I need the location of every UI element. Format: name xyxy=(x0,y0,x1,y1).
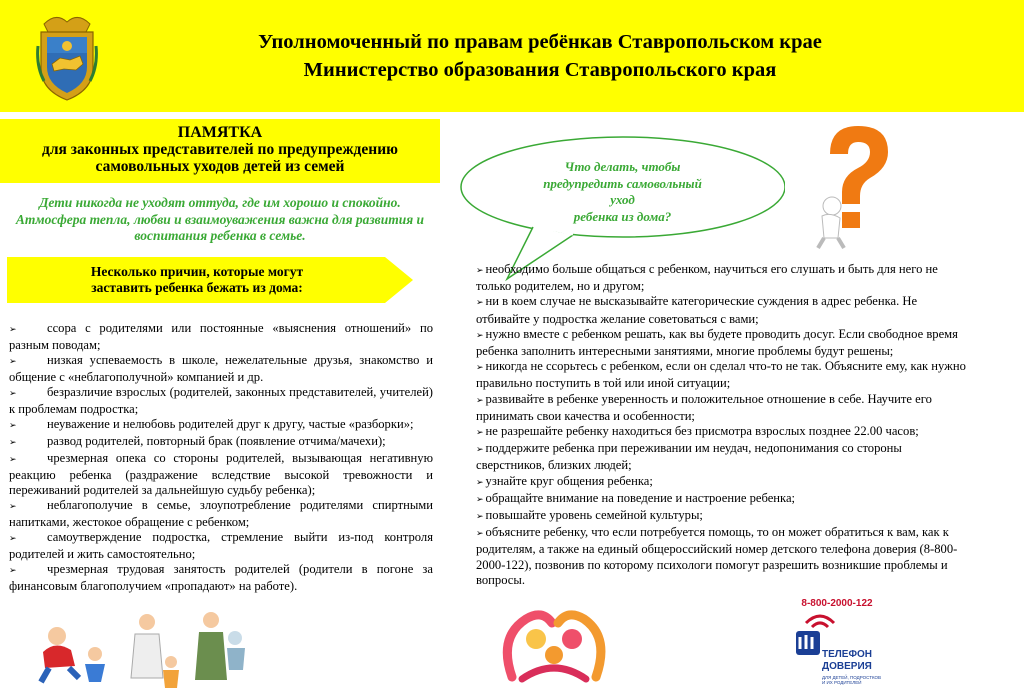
bullet-arrow-icon: ➢ xyxy=(9,502,17,512)
list-item: ➢ никогда не ссорьтесь с ребенком, если он сделал что-то не так. Объясните ему, как нужно правильно поступить в той или иной ситуации; xyxy=(476,359,966,391)
bullet-arrow-icon: ➢ xyxy=(9,438,17,448)
bullet-arrow-icon: ➢ xyxy=(476,428,484,439)
list-item: ➢ ни в коем случае не высказывайте категорические суждения в адрес ребенка. Не отбивайте у подростка желание советоваться с вами; xyxy=(476,294,918,326)
list-item: ➢ узнайте круг общения ребенка; xyxy=(476,473,653,488)
bubble-line2: предупредить самовольный уход xyxy=(543,175,702,207)
list-item: ➢ развивайте в ребенке уверенность и положительное отношение в себе. Научите его принимать свои качества и особенности; xyxy=(476,391,932,423)
list-item: ➢ безразличие взрослых (родителей, законных представителей, учителей) к проблемам подростка; xyxy=(9,385,433,416)
advice-list xyxy=(476,262,970,588)
intro-text xyxy=(0,195,440,245)
header-banner xyxy=(0,0,1024,112)
memo-subtitle-line1: для законных представителей по предупреждению xyxy=(42,141,398,158)
list-item: ➢ ссора с родителями или постоянные «выяснения отношений» по разным поводам; xyxy=(9,321,433,352)
reasons-list xyxy=(9,321,433,594)
bullet-arrow-icon: ➢ xyxy=(9,389,17,399)
bullet-arrow-icon: ➢ xyxy=(9,566,17,576)
bullet-arrow-icon: ➢ xyxy=(476,512,484,523)
list-item: ➢ неуважение и нелюбовь родителей друг к другу, частые «разборки»; xyxy=(9,417,433,434)
bullet-arrow-icon: ➢ xyxy=(476,298,484,309)
intro-line1: Дети никогда не уходят оттуда, где им хорошо и спокойно. xyxy=(39,195,401,210)
bubble-question xyxy=(530,159,715,225)
list-item: ➢ низкая успеваемость в школе, нежелательные друзья, знакомство и общение с «неблагополучной» компанией и др. xyxy=(9,353,433,384)
memo-title: ПАМЯТКА xyxy=(177,124,263,141)
reasons-title xyxy=(7,264,387,296)
list-item: ➢ поддержите ребенка при переживании им неудач, недопонимания со стороны сверстников, близких людей; xyxy=(476,441,902,473)
bullet-arrow-icon: ➢ xyxy=(476,477,484,488)
bullet-arrow-icon: ➢ xyxy=(9,325,17,335)
bullet-arrow-icon: ➢ xyxy=(476,395,484,406)
list-item: ➢ объясните ребенку, что если потребуется помощь, то он может обратиться к вам, как к родителям, а также на единый общероссийский номер детского телефона доверия (8-800-2000-122), позвонив по которому психологи помогут разрешить возникшие проблемы и вопросы. xyxy=(476,525,958,587)
list-item: ➢ самоутверждение подростка, стремление выйти из-под контроля родителей и жить самостоятельно; xyxy=(9,530,433,561)
helpline-title-line2: ДОВЕРИЯ xyxy=(822,661,872,672)
bullet-arrow-icon: ➢ xyxy=(476,494,484,505)
intro-line2: Атмосфера тепла, любви и взаимоуважения важна для развития и xyxy=(15,211,425,227)
helpline-title-line1: ТЕЛЕФОН xyxy=(822,649,872,660)
list-item: ➢ не разрешайте ребенку находиться без присмотра взрослых позднее 22.00 часов; xyxy=(476,424,919,439)
list-item: ➢ развод родителей, повторный брак (появление отчима/мачехи); xyxy=(9,434,433,451)
list-item: ➢ чрезмерная трудовая занятость родителей (родители в погоне за финансовым благополучием «пропадают» на работе). xyxy=(9,562,433,593)
memo-title-box xyxy=(0,119,440,183)
family-hug-icon xyxy=(492,597,617,687)
helpline-subtitle: ДЛЯ ДЕТЕЙ, ПОДРОСТКОВ И ИХ РОДИТЕЛЕЙ xyxy=(822,675,882,685)
list-item: ➢ обращайте внимание на поведение и настроение ребенка; xyxy=(476,490,796,505)
list-item: ➢ повышайте уровень семейной культуры; xyxy=(476,508,703,523)
family-conflict-illustration xyxy=(35,608,250,690)
bullet-arrow-icon: ➢ xyxy=(476,266,484,276)
list-item: ➢ чрезмерная опека со стороны родителей, вызывающая негативную реакцию ребенка (раздражение вследствие высокой тревожности и переживаний родителей за дальнейшую судьбу ребенка); xyxy=(9,451,433,497)
header-title-ombudsman: Уполномоченный по правам ребёнкав Ставропольском крае xyxy=(258,31,822,53)
bullet-arrow-icon: ➢ xyxy=(476,330,484,341)
bullet-arrow-icon: ➢ xyxy=(476,363,484,374)
bullet-arrow-icon: ➢ xyxy=(9,455,17,465)
memo-subtitle-line2: самовольных уходов детей из семей xyxy=(95,158,345,175)
bullet-arrow-icon: ➢ xyxy=(9,357,17,367)
bubble-line3: ребенка из дома? xyxy=(573,208,672,224)
bullet-arrow-icon: ➢ xyxy=(9,421,17,431)
list-item: ➢ неблагополучие в семье, злоупотребление родителями спиртными напитками, жестокое обращение с ребенком; xyxy=(9,498,433,529)
bubble-line1: Что делать, чтобы xyxy=(564,159,681,174)
reasons-banner xyxy=(7,257,415,303)
bullet-arrow-icon: ➢ xyxy=(476,445,484,456)
reasons-title-line2: заставить ребенка бежать из дома: xyxy=(91,280,303,295)
list-item: ➢ нужно вместе с ребенком решать, как вы будете проводить досуг. Если свободное время ребенка заполнить интересными занятиями, многие проблемы будут решены; xyxy=(476,326,958,359)
list-item: ➢ необходимо больше общаться с ребенком, научиться его слушать и быть для него не только родителем, но и другом; xyxy=(476,262,938,294)
bullet-arrow-icon: ➢ xyxy=(9,534,17,544)
header-title-ministry: Министерство образования Ставропольского края xyxy=(303,59,777,81)
coat-of-arms-icon xyxy=(36,6,98,104)
bullet-arrow-icon: ➢ xyxy=(476,529,484,540)
question-mark-figure-icon xyxy=(808,120,898,250)
reasons-title-line1: Несколько причин, которые могут xyxy=(90,264,304,279)
helpline-number: 8-800-2000-122 xyxy=(801,598,873,609)
intro-line3: воспитания ребенка в семье. xyxy=(134,228,306,243)
